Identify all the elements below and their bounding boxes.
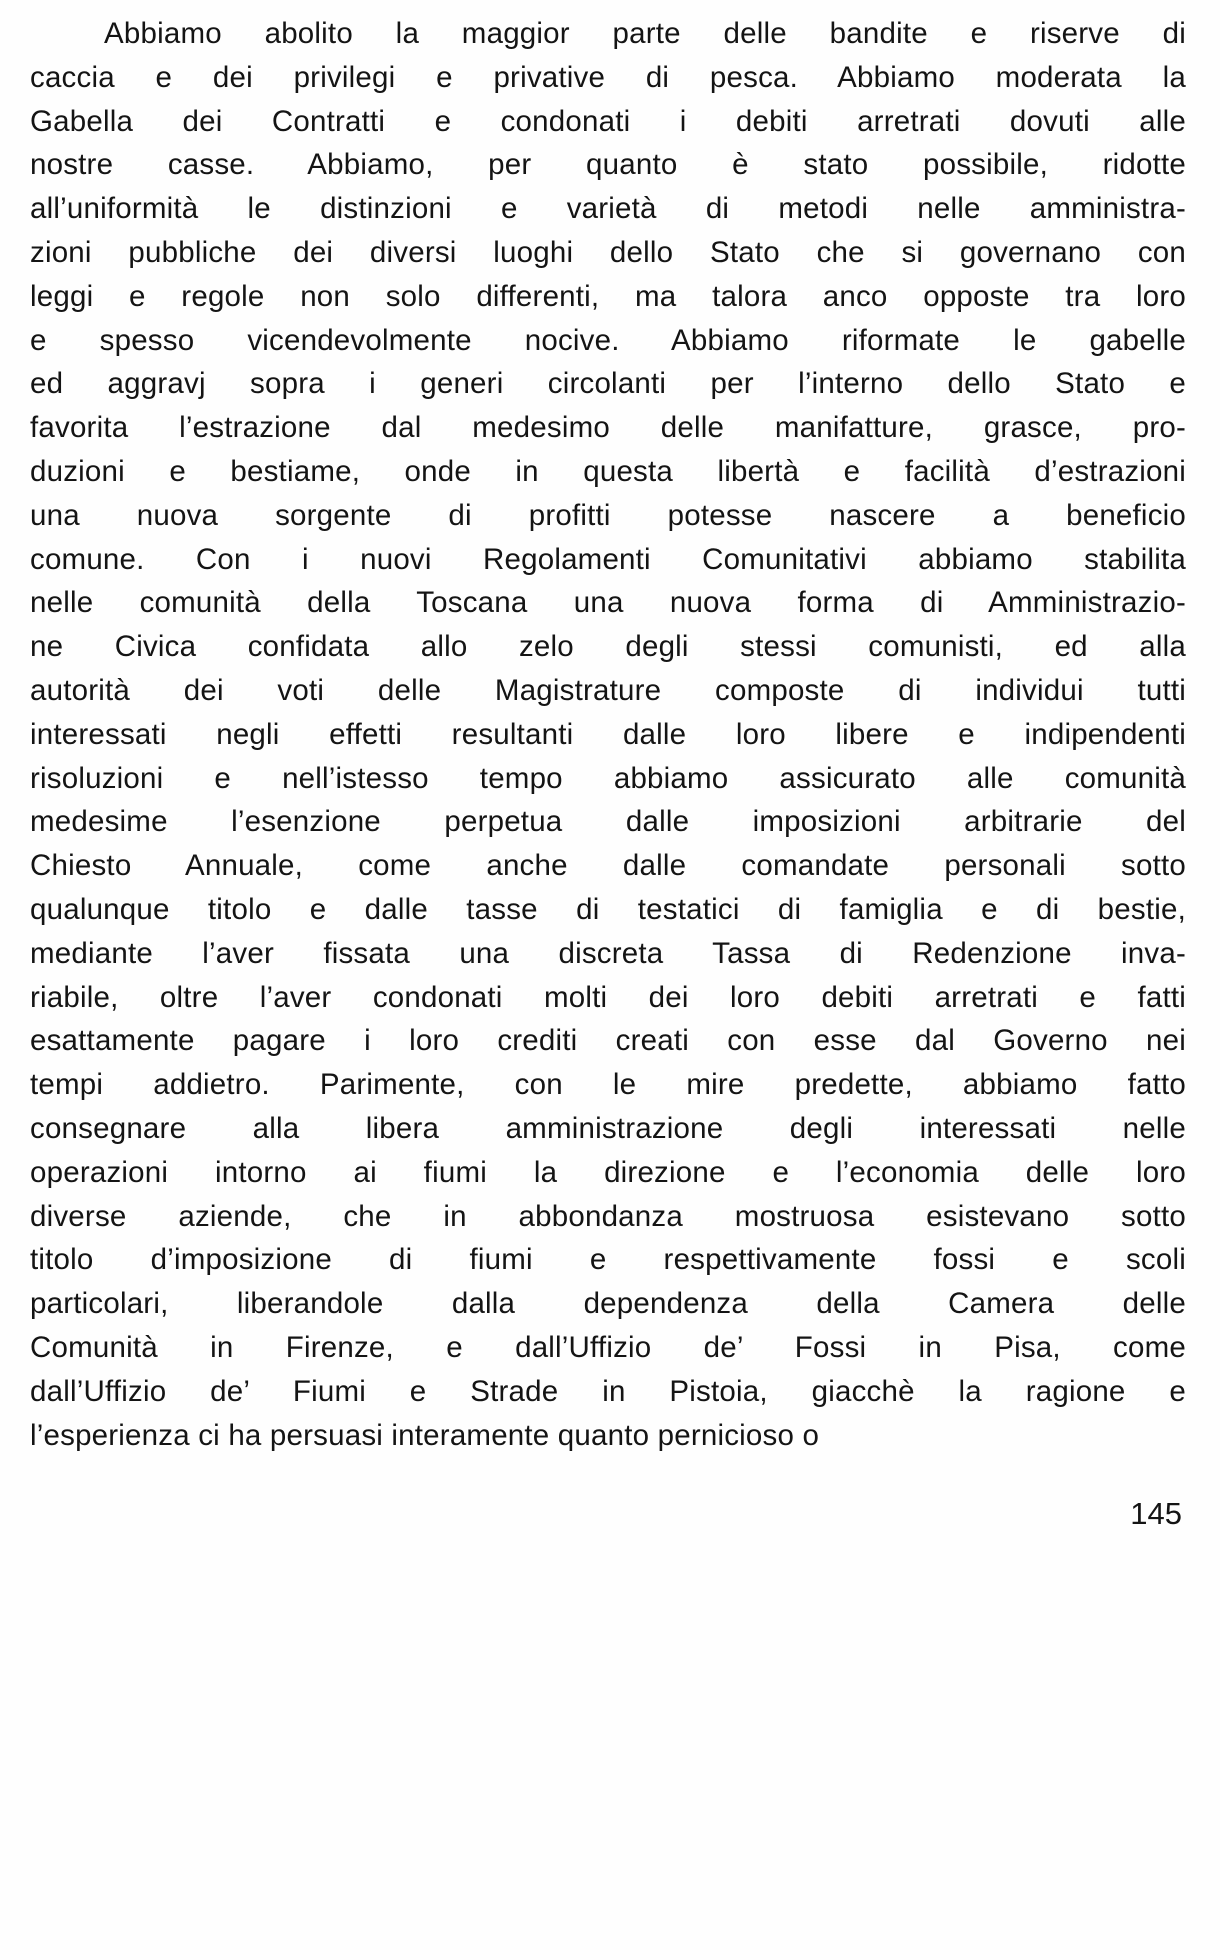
text-line: medesime l’esenzione perpetua dalle imposizioni arbitrarie del xyxy=(30,805,1186,839)
text-line: duzioni e bestiame, onde in questa libertà e facilità d’estrazioni xyxy=(30,454,1186,488)
text-line: Comunità in Firenze, e dall’Uffizio de’ Fossi in Pisa, come xyxy=(30,1330,1186,1364)
text-line: diverse aziende, che in abbondanza mostruosa esistevano sotto xyxy=(30,1199,1186,1233)
text-line: autorità dei voti delle Magistrature composte di individui tutti xyxy=(30,673,1186,707)
text-line: esattamente pagare i loro crediti creati con esse dal Governo nei xyxy=(30,1024,1186,1058)
text-line: ed aggravj sopra i generi circolanti per l’interno dello Stato e xyxy=(30,367,1186,401)
text-line: nelle comunità della Toscana una nuova forma di Amministrazio- xyxy=(30,586,1186,620)
text-line: all’uniformità le distinzioni e varietà di metodi nelle amministra- xyxy=(30,192,1186,226)
text-line: Gabella dei Contratti e condonati i debiti arretrati dovuti alle xyxy=(30,104,1186,138)
text-line: interessati negli effetti resultanti dalle loro libere e indipendenti xyxy=(30,717,1186,751)
text-line: comune. Con i nuovi Regolamenti Comunitativi abbiamo stabilita xyxy=(30,542,1186,576)
text-line: consegnare alla libera amministrazione degli interessati nelle xyxy=(30,1111,1186,1145)
text-line: risoluzioni e nell’istesso tempo abbiamo assicurato alle comunità xyxy=(30,761,1186,795)
text-line: titolo d’imposizione di fiumi e respettivamente fossi e scoli xyxy=(30,1243,1186,1277)
text-line: dall’Uffizio de’ Fiumi e Strade in Pistoia, giacchè la ragione e xyxy=(30,1374,1186,1408)
text-line: Abbiamo abolito la maggior parte delle bandite e riserve di xyxy=(104,17,1186,50)
text-line: tempi addietro. Parimente, con le mire predette, abbiamo fatto xyxy=(30,1068,1186,1102)
text-line: caccia e dei privilegi e privative di pesca. Abbiamo moderata la xyxy=(30,60,1186,94)
page-number: 145 xyxy=(1130,1496,1182,1531)
text-line: riabile, oltre l’aver condonati molti dei loro debiti arretrati e fatti xyxy=(30,980,1186,1014)
text-line: Chiesto Annuale, come anche dalle comandate personali sotto xyxy=(30,849,1186,883)
text-line: operazioni intorno ai fiumi la direzione e l’economia delle loro xyxy=(30,1155,1186,1189)
text-line: qualunque titolo e dalle tasse di testatici di famiglia e di bestie, xyxy=(30,892,1186,926)
text-line: e spesso vicendevolmente nocive. Abbiamo riformate le gabelle xyxy=(30,323,1186,357)
text-line: mediante l’aver fissata una discreta Tassa di Redenzione inva- xyxy=(30,936,1186,970)
text-line: leggi e regole non solo differenti, ma talora anco opposte tra loro xyxy=(30,279,1186,313)
text-line: favorita l’estrazione dal medesimo delle manifatture, grasce, pro- xyxy=(30,411,1186,445)
text-line: nostre casse. Abbiamo, per quanto è stato possibile, ridotte xyxy=(30,148,1186,182)
text-line: zioni pubbliche dei diversi luoghi dello Stato che si governano con xyxy=(30,235,1186,269)
text-line: l’esperienza ci ha persuasi interamente quanto pernicioso o xyxy=(30,1418,820,1452)
text-line: ne Civica confidata allo zelo degli stessi comunisti, ed alla xyxy=(30,630,1186,664)
text-line: particolari, liberandole dalla dependenza della Camera delle xyxy=(30,1287,1186,1321)
body-paragraph xyxy=(30,12,1186,1457)
text-line: una nuova sorgente di profitti potesse nascere a beneficio xyxy=(30,498,1186,532)
